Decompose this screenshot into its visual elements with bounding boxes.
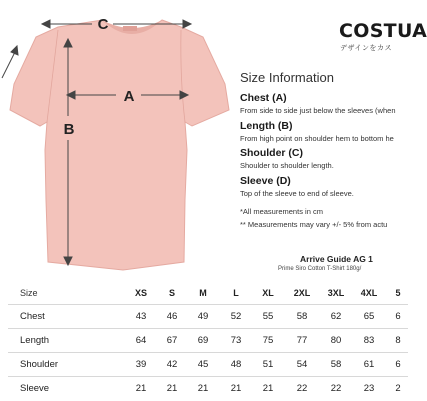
table-cell: 39 xyxy=(135,359,147,370)
table-cell: 21 xyxy=(135,383,147,394)
note-measurements-unit: *All measurements in cm xyxy=(240,207,323,216)
table-cell: 58 xyxy=(330,359,342,370)
size-information-panel xyxy=(240,70,410,240)
table-cell: 21 xyxy=(166,383,178,394)
table-cell: 69 xyxy=(197,335,209,346)
spec-chest-heading: Chest (A) xyxy=(240,92,287,104)
table-cell: 83 xyxy=(363,335,375,346)
size-header-cell: L xyxy=(233,288,239,298)
table-cell: 61 xyxy=(363,359,375,370)
chest-measure-letter: A xyxy=(123,88,135,105)
size-table-header-label: Size xyxy=(20,288,38,298)
length-measure-letter: B xyxy=(63,121,75,138)
table-cell: 80 xyxy=(330,335,342,346)
row-label-sleeve: Sleeve xyxy=(20,383,50,394)
table-cell: 67 xyxy=(166,335,178,346)
spec-length-heading: Length (B) xyxy=(240,120,293,132)
spec-shoulder-description: Shoulder to shoulder length. xyxy=(240,161,334,170)
table-cell: 73 xyxy=(230,335,242,346)
size-header-cell: M xyxy=(199,288,207,298)
table-cell: 43 xyxy=(135,311,147,322)
spec-sleeve-heading: Sleeve (D) xyxy=(240,175,291,187)
model-material: Prime Siro Cotton T-Shirt 180g/ xyxy=(278,266,362,272)
size-header-cell: XS xyxy=(134,288,147,298)
table-cell: 64 xyxy=(135,335,147,346)
row-label-chest: Chest xyxy=(20,311,45,322)
table-cell: 77 xyxy=(296,335,308,346)
table-cell: 51 xyxy=(262,359,274,370)
table-cell: 21 xyxy=(230,383,242,394)
brand-logo xyxy=(339,20,427,60)
table-cell: 54 xyxy=(296,359,308,370)
table-cell: 45 xyxy=(197,359,209,370)
table-cell: 58 xyxy=(296,311,308,322)
table-cell: 8 xyxy=(395,335,401,346)
tshirt-body xyxy=(10,20,229,270)
size-table-header-row xyxy=(0,281,400,305)
size-header-cell: 2XL xyxy=(293,288,311,298)
table-cell: 48 xyxy=(230,359,242,370)
spec-chest-description: From side to side just below the sleeves (when xyxy=(240,106,396,115)
table-cell: 52 xyxy=(230,311,242,322)
table-row xyxy=(0,329,400,353)
tshirt-illustration xyxy=(0,0,235,275)
size-header-cell: 4XL xyxy=(360,288,378,298)
size-header-cell: S xyxy=(168,288,175,298)
spec-sleeve-description: Top of the sleeve to end of sleeve. xyxy=(240,189,354,198)
table-cell: 55 xyxy=(262,311,274,322)
table-cell: 42 xyxy=(166,359,178,370)
table-cell: 21 xyxy=(262,383,274,394)
size-information-title: Size Information xyxy=(240,70,334,85)
table-cell: 6 xyxy=(395,359,401,370)
tshirt-label xyxy=(123,26,137,31)
table-cell: 65 xyxy=(363,311,375,322)
table-row xyxy=(0,353,400,377)
size-table xyxy=(0,281,400,400)
table-cell: 2 xyxy=(395,383,401,394)
table-cell: 6 xyxy=(395,311,401,322)
spec-length-description: From high point on shoulder hem to bottom he xyxy=(240,134,394,143)
table-cell: 23 xyxy=(363,383,375,394)
table-cell: 22 xyxy=(296,383,308,394)
table-cell: 49 xyxy=(197,311,209,322)
brand-tagline: デザインをカス xyxy=(340,45,393,52)
spec-shoulder-heading: Shoulder (C) xyxy=(240,147,303,159)
shoulder-measure-letter: C xyxy=(97,16,109,33)
table-cell: 62 xyxy=(330,311,342,322)
table-cell: 22 xyxy=(330,383,342,394)
brand-name: COSTUA xyxy=(339,20,427,42)
row-label-shoulder: Shoulder xyxy=(20,359,59,370)
table-cell: 46 xyxy=(166,311,178,322)
table-row xyxy=(0,377,400,401)
table-cell: 75 xyxy=(262,335,274,346)
table-cell: 21 xyxy=(197,383,209,394)
size-header-cell: 3XL xyxy=(327,288,345,298)
table-row xyxy=(0,305,400,329)
model-name: Arrive Guide AG 1 xyxy=(300,254,373,264)
row-label-length: Length xyxy=(20,335,50,346)
size-header-cell: 5 xyxy=(395,288,401,298)
note-measurements-variance: ** Measurements may vary +/- 5% from actu xyxy=(240,220,388,229)
size-header-cell: XL xyxy=(262,288,274,298)
